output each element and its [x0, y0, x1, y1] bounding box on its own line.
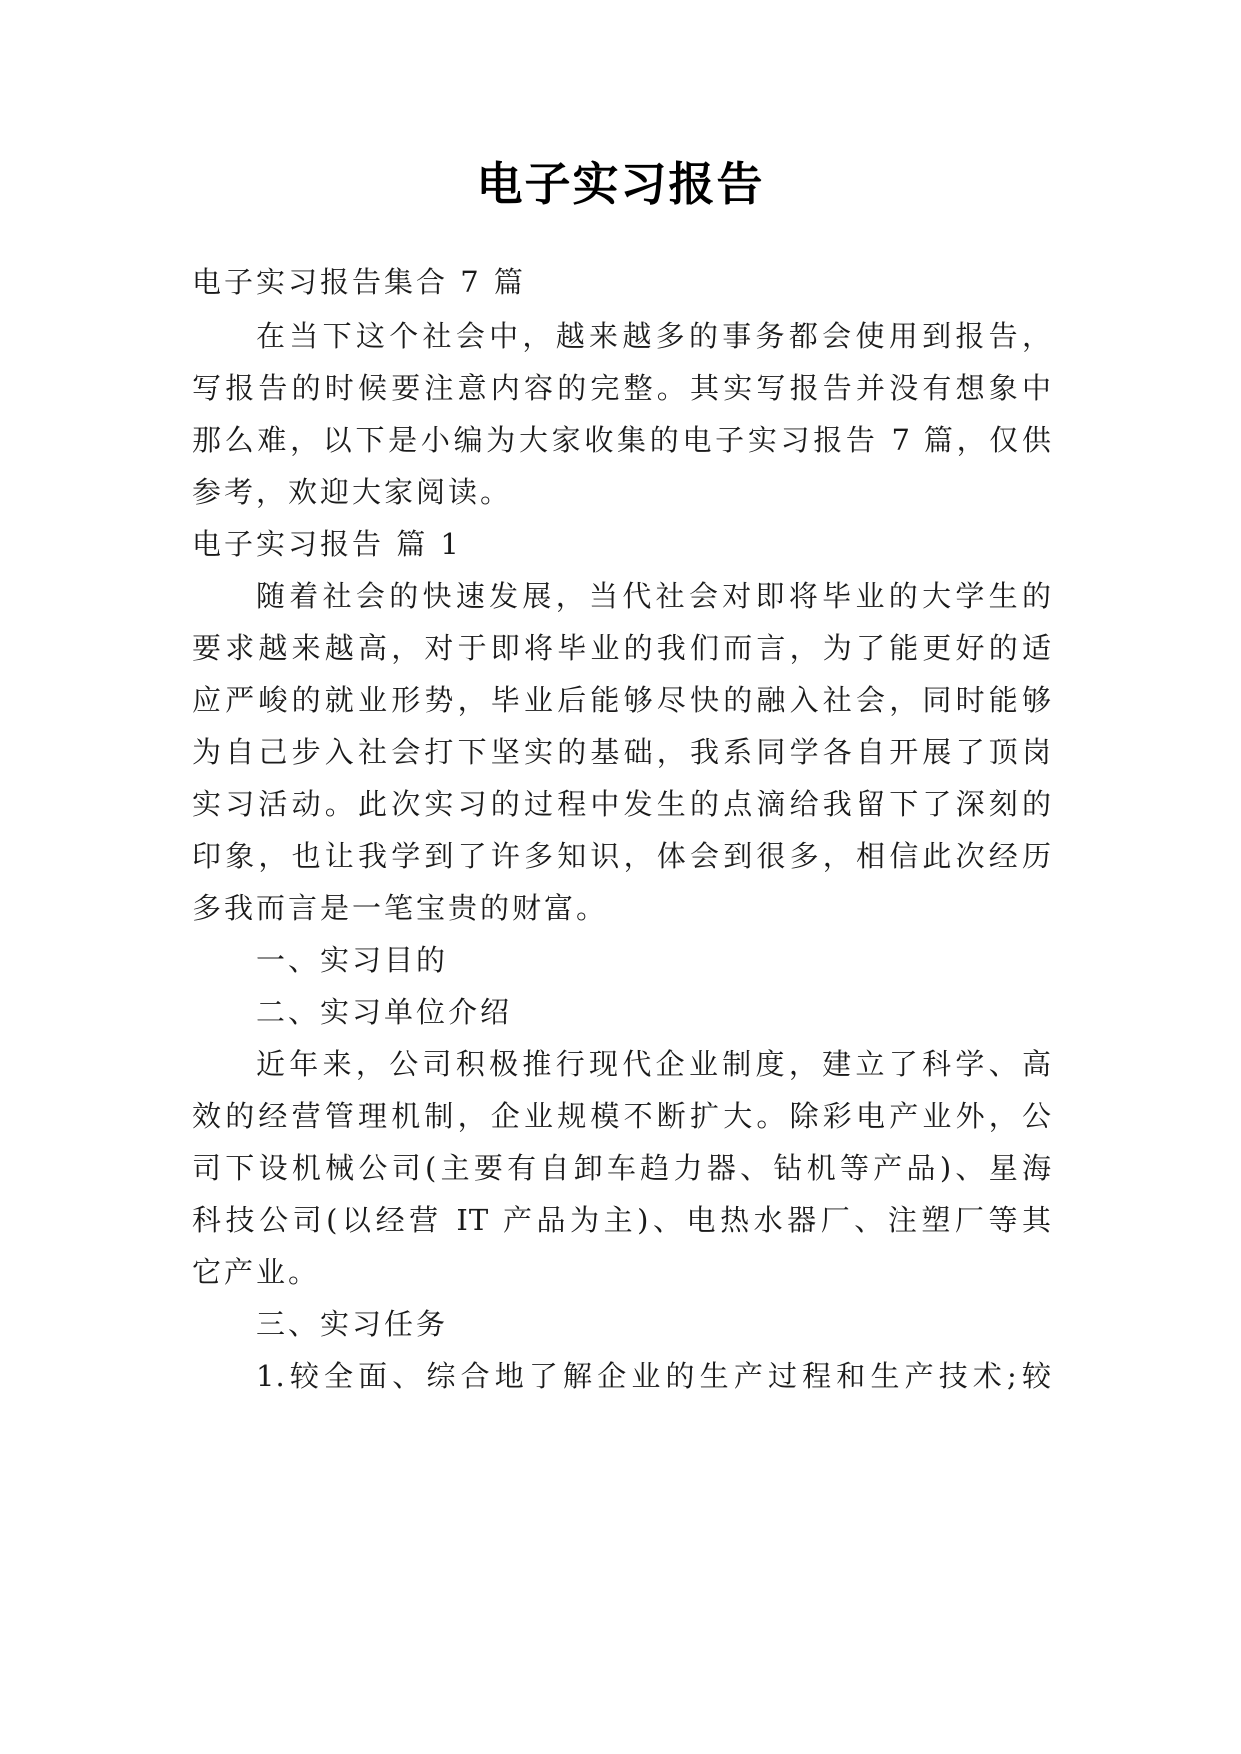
- body-line: 司下设机械公司(主要有自卸车趋力器、钻机等产品)、星海: [192, 1151, 1052, 1185]
- intro-line: 写报告的时候要注意内容的完整。其实写报告并没有想象中: [192, 371, 1052, 405]
- body-line: 印象，也让我学到了许多知识，体会到很多，相信此次经历: [192, 839, 1052, 873]
- body-line: 效的经营管理机制，企业规模不断扩大。除彩电产业外，公: [192, 1099, 1052, 1133]
- body-line: 它产业。: [192, 1255, 321, 1289]
- body-line: 科技公司(以经营 IT 产品为主)、电热水器厂、注塑厂等其: [192, 1203, 1052, 1237]
- intro-line: 那么难，以下是小编为大家收集的电子实习报告 7 篇，仅供: [192, 423, 1052, 457]
- body-line: 为自己步入社会打下坚实的基础，我系同学各自开展了顶岗: [192, 735, 1052, 769]
- body-line: 1.较全面、综合地了解企业的生产过程和生产技术;较: [256, 1359, 1052, 1393]
- document-title: 电子实习报告: [476, 157, 765, 211]
- body-line: 近年来，公司积极推行现代企业制度，建立了科学、高: [256, 1047, 1052, 1081]
- body-line: 随着社会的快速发展，当代社会对即将毕业的大学生的: [256, 579, 1052, 613]
- subheading: 二、实习单位介绍: [256, 995, 513, 1029]
- body-line: 应严峻的就业形势，毕业后能够尽快的融入社会，同时能够: [192, 683, 1052, 717]
- intro-line: 在当下这个社会中，越来越多的事务都会使用到报告，: [256, 319, 1052, 353]
- subheading: 三、实习任务: [256, 1307, 449, 1341]
- section-heading-1: 电子实习报告 篇 1: [192, 527, 462, 561]
- collection-heading: 电子实习报告集合 7 篇: [192, 265, 526, 299]
- intro-line: 参考，欢迎大家阅读。: [192, 475, 513, 509]
- body-line: 实习活动。此次实习的过程中发生的点滴给我留下了深刻的: [192, 787, 1052, 821]
- body-line: 要求越来越高，对于即将毕业的我们而言，为了能更好的适: [192, 631, 1052, 665]
- body-line: 多我而言是一笔宝贵的财富。: [192, 891, 609, 925]
- subheading: 一、实习目的: [256, 943, 449, 977]
